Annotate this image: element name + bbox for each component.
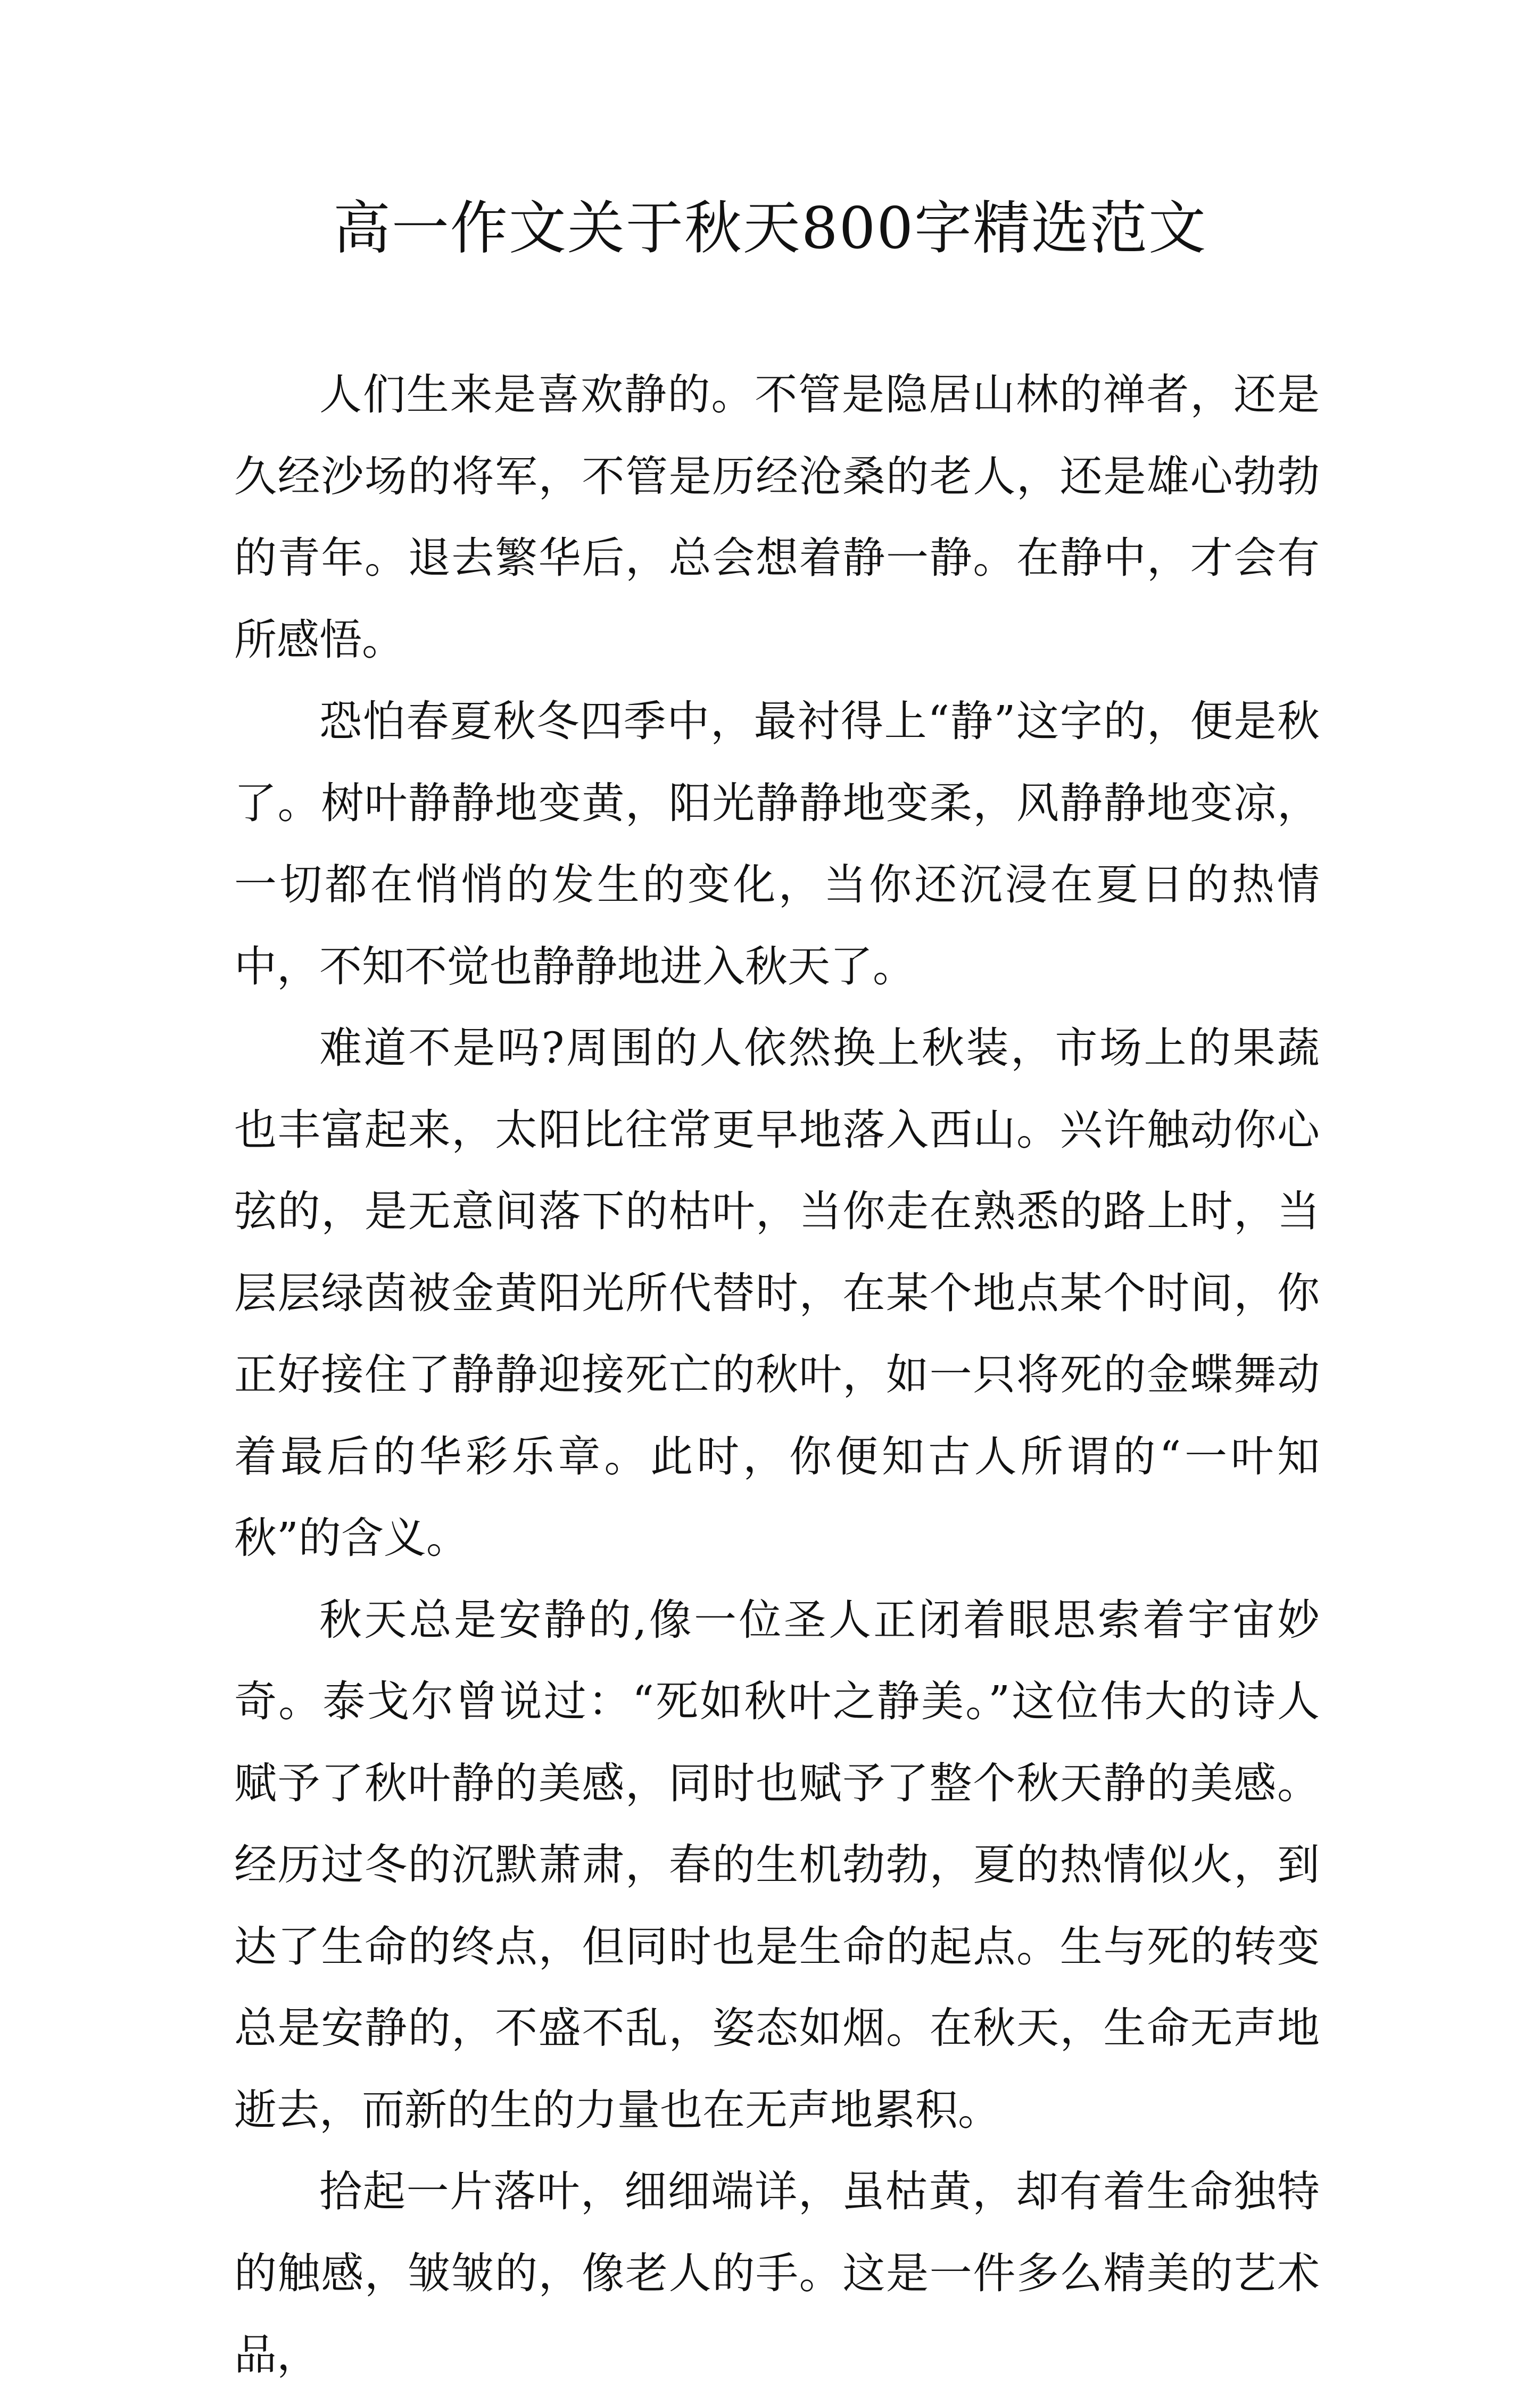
document-title: 高一作文关于秋天800字精选范文 xyxy=(333,195,1207,262)
document-body xyxy=(234,354,1320,2396)
paragraph: 难道不是吗?周围的人依然换上秋装，市场上的果蔬也丰富起来，太阳比往常更早地落入西山。兴许触动你心弦的，是无意间落下的枯叶，当你走在熟悉的路上时，当层层绿茵被金黄阳光所代替时，在某个地点某个时间，你正好接住了静静迎接死亡的秋叶，如一只将死的金蝶舞动着最后的华彩乐章。此时，你便知古人所谓的“一叶知秋”的含义。 xyxy=(234,1023,1320,1563)
paragraph: 恐怕春夏秋冬四季中，最衬得上“静”这字的，便是秋了。树叶静静地变黄，阳光静静地变柔，风静静地变凉，一切都在悄悄的发生的变化，当你还沉浸在夏日的热情中，不知不觉也静静地进入秋天了。 xyxy=(234,697,1320,991)
paragraph: 秋天总是安静的,像一位圣人正闭着眼思索着宇宙妙奇。泰戈尔曾说过：“死如秋叶之静美。”这位伟大的诗人赋予了秋叶静的美感，同时也赋予了整个秋天静的美感。经历过冬的沉默萧肃，春的生机勃勃，夏的热情似火，到达了生命的终点，但同时也是生命的起点。生与死的转变总是安静的，不盛不乱，姿态如烟。在秋天，生命无声地逝去，而新的生的力量也在无声地累积。 xyxy=(234,1595,1320,2135)
paragraph: 人们生来是喜欢静的。不管是隐居山林的禅者，还是久经沙场的将军，不管是历经沧桑的老人，还是雄心勃勃的青年。退去繁华后，总会想着静一静。在静中，才会有所感悟。 xyxy=(234,370,1320,665)
paragraph: 拾起一片落叶，细细端详，虽枯黄，却有着生命独特的触感，皱皱的，像老人的手。这是一件多么精美的艺术品， xyxy=(234,2167,1320,2380)
